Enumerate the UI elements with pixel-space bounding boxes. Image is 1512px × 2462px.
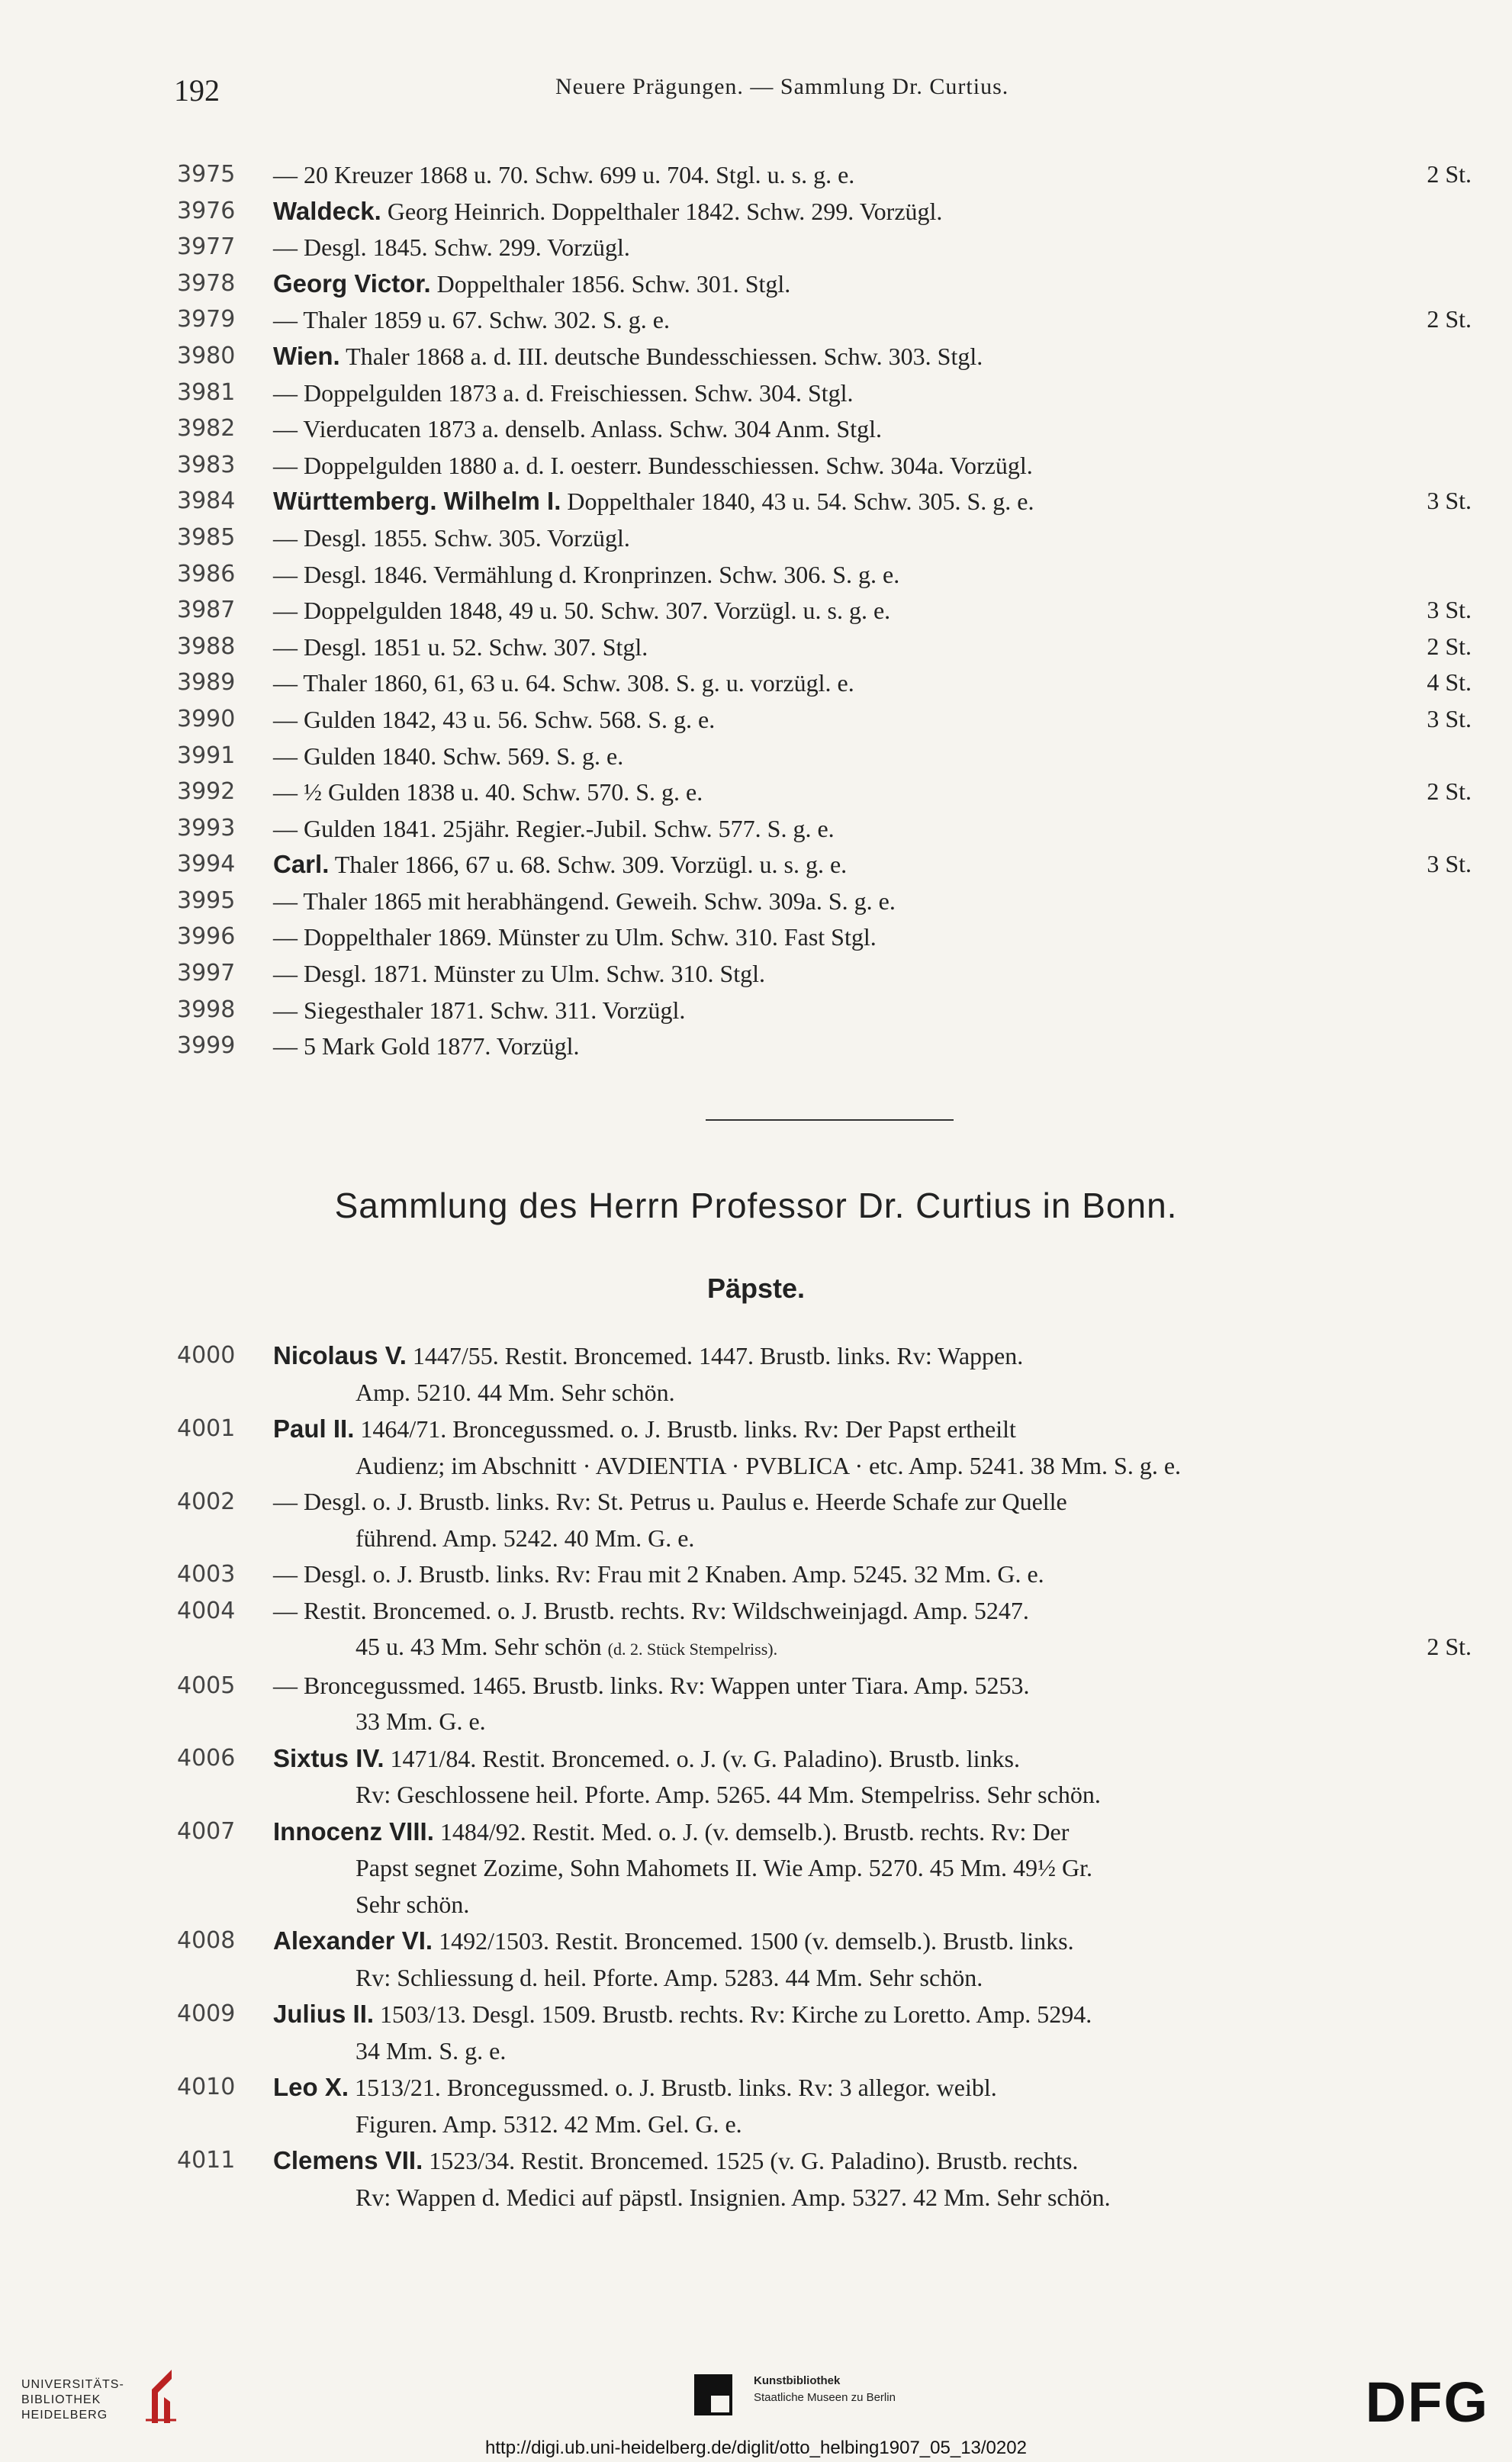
entry-line	[273, 1923, 1472, 1960]
entry-number: 4005	[177, 1672, 236, 1699]
catalog-entry	[0, 520, 1512, 556]
entry-number: 3990	[177, 705, 236, 732]
entry-text	[273, 955, 765, 993]
entry-description: — Desgl. 1851 u. 52. Schw. 307. Stgl.	[273, 632, 648, 661]
entry-description: — Desgl. 1871. Münster zu Ulm. Schw. 310. Stgl.	[273, 960, 766, 988]
entry-name: Julius II.	[273, 2000, 375, 2028]
section-divider	[706, 1119, 954, 1121]
entry-line	[273, 1960, 1472, 1997]
entry-name: Württemberg. Wilhelm I.	[273, 487, 561, 516]
entry-line	[273, 1593, 1472, 1630]
ub-heidelberg-label: UNIVERSITÄTS- BIBLIOTHEK HEIDELBERG	[21, 2378, 124, 2422]
entry-number: 3983	[177, 451, 236, 478]
subsection-title: Päpste.	[706, 1273, 806, 1304]
entry-text	[273, 266, 790, 303]
papal-entry	[0, 1556, 1512, 1593]
entry-description: 1471/84. Restit. Broncemed. o. J. (v. G. Paladino). Brustb. links.	[390, 1744, 1020, 1772]
catalog-entry	[0, 592, 1512, 629]
entry-description: — Doppelgulden 1873 a. d. Freischiessen. Schw. 304. Stgl.	[273, 378, 854, 407]
entry-number: 3981	[177, 378, 236, 406]
running-title: Neuere Prägungen. — Sammlung Dr. Curtius.	[555, 74, 1009, 99]
entry-description: — Thaler 1860, 61, 63 u. 64. Schw. 308. S. g. u. vorzügl. e.	[273, 669, 854, 697]
entry-description: Rv: Schliessung d. heil. Pforte. Amp. 5283. 44 Mm. Sehr schön.	[355, 1963, 983, 1991]
entry-text	[273, 810, 835, 848]
entry-description: 1503/13. Desgl. 1509. Brustb. rechts. Rv: Kirche zu Loretto. Amp. 5294.	[380, 2000, 1092, 2028]
entry-line	[273, 1887, 1472, 1923]
entry-number: 3975	[177, 161, 236, 188]
entry-description: — Doppelgulden 1880 a. d. I. oesterr. Bundesschiessen. Schw. 304a. Vorzügl.	[273, 451, 1033, 479]
entry-line	[273, 2069, 1472, 2106]
entry-text	[273, 301, 670, 339]
entry-description: Amp. 5210. 44 Mm. Sehr schön.	[355, 1378, 675, 1406]
entry-number: 4010	[177, 2074, 236, 2100]
entry-number: 4008	[177, 1927, 236, 1954]
entry-description: Doppelthaler 1840, 43 u. 54. Schw. 305. S. g. e.	[567, 488, 1034, 516]
entry-description: — Vierducaten 1873 a. denselb. Anlass. Schw. 304 Anm. Stgl.	[273, 415, 882, 443]
entry-number: 3978	[177, 269, 236, 297]
entry-line	[273, 1814, 1472, 1851]
papal-entry	[0, 1814, 1512, 1923]
entry-text	[273, 375, 854, 412]
entry-line	[273, 2142, 1472, 2180]
entry-line	[273, 1704, 1472, 1740]
section-title: Sammlung des Herrn Professor Dr. Curtius in Bonn.	[334, 1186, 1178, 1225]
entry-number: 3989	[177, 669, 236, 697]
entry-line	[273, 1448, 1472, 1485]
entry-number: 3992	[177, 778, 236, 806]
entry-name: Sixtus IV.	[273, 1743, 384, 1772]
entry-number: 4009	[177, 2000, 236, 2027]
entry-description: — Gulden 1840. Schw. 569. S. g. e.	[273, 742, 624, 770]
entry-count: 3 St.	[1427, 704, 1472, 732]
catalog-entry	[0, 301, 1512, 338]
entry-description: — Doppelgulden 1848, 49 u. 50. Schw. 307. Vorzügl. u. s. g. e.	[273, 597, 891, 625]
dfg-logo: DFG	[1365, 2370, 1489, 2434]
entry-line	[273, 1996, 1472, 2033]
entry-number: 4007	[177, 1817, 236, 1845]
catalog-entry	[0, 629, 1512, 665]
entry-number: 3982	[177, 415, 236, 443]
entry-description: Doppelthaler 1856. Schw. 301. Stgl.	[436, 269, 791, 298]
catalog-entry	[0, 955, 1512, 992]
entry-text	[273, 1028, 579, 1065]
entry-number: 4011	[177, 2147, 236, 2174]
catalog-entry	[0, 738, 1512, 774]
entry-number: 3977	[177, 233, 236, 261]
entry-text	[273, 992, 685, 1029]
entry-number: 3985	[177, 523, 236, 551]
entry-description: 1523/34. Restit. Broncemed. 1525 (v. G. Paladino). Brustb. rechts.	[429, 2147, 1079, 2174]
catalog-entry	[0, 156, 1512, 193]
entry-description: 1513/21. Broncegussmed. o. J. Brustb. links. Rv: 3 allegor. weibl.	[355, 2074, 997, 2101]
catalog-entry	[0, 665, 1512, 701]
catalog-entry	[0, 338, 1512, 375]
entry-description: Thaler 1868 a. d. III. deutsche Bundesschiessen. Schw. 303. Stgl.	[346, 342, 983, 370]
catalog-entry	[0, 810, 1512, 847]
entry-name: Carl.	[273, 850, 330, 879]
entry-number: 4001	[177, 1415, 236, 1442]
entry-count: 2 St.	[1427, 777, 1472, 806]
entry-description: Georg Heinrich. Doppelthaler 1842. Schw. 299. Vorzügl.	[387, 197, 943, 225]
papal-entry	[0, 1593, 1512, 1668]
entry-line	[273, 2033, 1472, 2070]
entry-number: 4006	[177, 1744, 236, 1772]
catalog-entry	[0, 774, 1512, 810]
kunstbibliothek-logo-icon	[694, 2374, 732, 2415]
entry-name: Leo X.	[273, 2073, 349, 2101]
entry-description: — Desgl. o. J. Brustb. links. Rv: St. Petrus u. Paulus e. Heerde Schafe zur Quelle	[273, 1488, 1067, 1515]
entry-description: — Desgl. 1846. Vermählung d. Kronprinzen. Schw. 306. S. g. e.	[273, 560, 900, 588]
papal-entry	[0, 2142, 1512, 2216]
entry-count: 2 St.	[1427, 1633, 1472, 1660]
entry-line	[273, 1850, 1472, 1887]
catalog-entry	[0, 919, 1512, 955]
entry-description: — Thaler 1865 mit herabhängend. Geweih. Schw. 309a. S. g. e.	[273, 887, 896, 915]
entry-description: — Restit. Broncemed. o. J. Brustb. rechts. Rv: Wildschweinjagd. Amp. 5247.	[273, 1596, 1029, 1624]
entry-number: 4002	[177, 1488, 236, 1515]
entry-note: (d. 2. Stück Stempelriss).	[607, 1640, 778, 1659]
entry-number: 3976	[177, 197, 236, 224]
entry-name: Waldeck.	[273, 196, 381, 225]
catalog-entry	[0, 992, 1512, 1028]
footer	[0, 2351, 1512, 2462]
entry-description: — Gulden 1842, 43 u. 56. Schw. 568. S. g. e.	[273, 705, 716, 733]
entry-description: 45 u. 43 Mm. Sehr schön	[355, 1633, 602, 1660]
entry-text	[273, 556, 899, 594]
papal-entry	[0, 1411, 1512, 1484]
entry-name: Alexander VI.	[273, 1926, 433, 1955]
entry-description: 34 Mm. S. g. e.	[355, 2036, 507, 2065]
entry-text	[273, 483, 1034, 520]
entry-count: 3 St.	[1427, 487, 1472, 515]
entry-text	[273, 410, 882, 448]
catalog-entries-list	[0, 156, 1512, 1064]
entry-line	[273, 1740, 1472, 1778]
entry-text	[273, 338, 983, 375]
entry-description: Audienz; im Abschnitt · AVDIENTIA · PVBLICA · etc. Amp. 5241. 38 Mm. S. g. e.	[355, 1451, 1182, 1479]
entry-text	[273, 919, 877, 956]
entry-description: 33 Mm. G. e.	[355, 1707, 486, 1735]
entry-description: — Thaler 1859 u. 67. Schw. 302. S. g. e.	[273, 306, 670, 334]
page-number: 192	[174, 73, 220, 108]
entry-description: — Siegesthaler 1871. Schw. 311. Vorzügl.	[273, 996, 686, 1024]
catalog-entry	[0, 1028, 1512, 1064]
entry-line	[273, 1668, 1472, 1704]
entry-number: 3999	[177, 1032, 236, 1060]
entry-description: — Broncegussmed. 1465. Brustb. links. Rv: Wappen unter Tiara. Amp. 5253.	[273, 1671, 1030, 1699]
entry-description: — ½ Gulden 1838 u. 40. Schw. 570. S. g. e.	[273, 778, 703, 806]
entry-number: 3996	[177, 923, 236, 951]
entry-text	[273, 447, 1033, 484]
kunstbibliothek-label: Kunstbibliothek Staatliche Museen zu Berlin	[754, 2374, 896, 2404]
entry-line	[273, 1337, 1472, 1375]
catalog-entry	[0, 846, 1512, 883]
papal-entry	[0, 1740, 1512, 1814]
ub-heidelberg-logo-icon	[141, 2367, 181, 2426]
entry-text	[273, 592, 890, 629]
papal-entry	[0, 1668, 1512, 1740]
catalog-entry	[0, 883, 1512, 919]
entry-count: 2 St.	[1427, 160, 1472, 188]
entry-description: Papst segnet Zozime, Sohn Mahomets II. Wie Amp. 5270. 45 Mm. 49½ Gr.	[355, 1854, 1093, 1881]
entry-number: 3998	[177, 996, 236, 1023]
entry-text	[273, 665, 854, 702]
entry-name: Nicolaus V.	[273, 1341, 407, 1369]
entry-text	[273, 883, 896, 920]
entry-description: — Desgl. 1845. Schw. 299. Vorzügl.	[273, 233, 630, 262]
entry-text	[273, 701, 715, 739]
entry-line	[273, 1777, 1472, 1814]
entry-count: 2 St.	[1427, 305, 1472, 333]
entry-description: führend. Amp. 5242. 40 Mm. G. e.	[355, 1524, 695, 1552]
entry-name: Paul II.	[273, 1414, 355, 1443]
papal-entry	[0, 1337, 1512, 1411]
entry-number: 3980	[177, 342, 236, 369]
entry-name: Clemens VII.	[273, 2146, 423, 2174]
entry-description: Sehr schön.	[355, 1890, 470, 1918]
entry-number: 4004	[177, 1597, 236, 1624]
entry-description: 1447/55. Restit. Broncemed. 1447. Brustb. links. Rv: Wappen.	[412, 1342, 1024, 1369]
page-header	[174, 72, 1471, 118]
entry-description: — Doppelthaler 1869. Münster zu Ulm. Schw. 310. Fast Stgl.	[273, 923, 877, 951]
entry-description: Rv: Geschlossene heil. Pforte. Amp. 5265. 44 Mm. Stempelriss. Sehr schön.	[355, 1781, 1101, 1808]
entry-count: 2 St.	[1427, 632, 1472, 660]
catalog-entry	[0, 701, 1512, 738]
entry-description: — 20 Kreuzer 1868 u. 70. Schw. 699 u. 704. Stgl. u. s. g. e.	[273, 161, 855, 188]
entry-line	[273, 1375, 1472, 1411]
entry-number: 3993	[177, 814, 236, 842]
entry-text	[273, 774, 703, 811]
entry-text	[273, 156, 854, 194]
entry-count: 4 St.	[1427, 668, 1472, 697]
entry-description: 1492/1503. Restit. Broncemed. 1500 (v. demselb.). Brustb. links.	[439, 1927, 1074, 1955]
entry-description: — Gulden 1841. 25jähr. Regier.-Jubil. Schw. 577. S. g. e.	[273, 814, 835, 842]
papal-entry	[0, 1484, 1512, 1556]
entry-text	[273, 738, 623, 775]
entry-number: 3987	[177, 597, 236, 624]
catalog-entry	[0, 266, 1512, 302]
entry-number: 3984	[177, 488, 236, 515]
entry-description: Thaler 1866, 67 u. 68. Schw. 309. Vorzügl. u. s. g. e.	[334, 851, 848, 879]
entry-line	[273, 1521, 1472, 1557]
entry-number: 4000	[177, 1342, 236, 1369]
entry-text	[273, 193, 942, 230]
papal-entry	[0, 1996, 1512, 2069]
entry-description: 1484/92. Restit. Med. o. J. (v. demselb.). Brustb. rechts. Rv: Der	[439, 1817, 1070, 1846]
entry-count: 3 St.	[1427, 850, 1472, 878]
entry-text	[273, 520, 630, 557]
entry-text	[273, 846, 847, 883]
entry-name: Wien.	[273, 341, 340, 370]
entry-count: 3 St.	[1427, 596, 1472, 624]
papal-entry	[0, 1923, 1512, 1996]
entry-line	[273, 2180, 1472, 2216]
entry-number: 3988	[177, 632, 236, 660]
entry-line	[273, 1629, 1472, 1668]
entry-description: Figuren. Amp. 5312. 42 Mm. Gel. G. e.	[355, 2110, 742, 2138]
entry-text	[273, 229, 630, 266]
entry-line	[273, 1484, 1472, 1521]
catalog-entry	[0, 410, 1512, 447]
entry-line	[273, 1556, 1472, 1593]
papal-entries-list	[0, 1337, 1512, 2216]
entry-number: 3994	[177, 851, 236, 878]
entry-line	[273, 2106, 1472, 2143]
entry-name: Georg Victor.	[273, 269, 431, 298]
entry-description: Rv: Wappen d. Medici auf päpstl. Insignien. Amp. 5327. 42 Mm. Sehr schön.	[355, 2183, 1111, 2211]
entry-number: 3995	[177, 887, 236, 914]
entry-number: 3991	[177, 742, 236, 769]
entry-line	[273, 1411, 1472, 1448]
entry-number: 3986	[177, 560, 236, 587]
entry-description: — Desgl. 1855. Schw. 305. Vorzügl.	[273, 523, 630, 552]
catalog-entry	[0, 483, 1512, 520]
entry-number: 4003	[177, 1561, 236, 1588]
entry-text	[273, 629, 648, 666]
catalog-entry	[0, 447, 1512, 484]
entry-name: Innocenz VIII.	[273, 1817, 434, 1846]
source-url-link[interactable]: http://digi.ub.uni-heidelberg.de/diglit/otto_helbing1907_05_13/0202	[485, 2438, 1027, 2458]
entry-description: 1464/71. Broncegussmed. o. J. Brustb. links. Rv: Der Papst ertheilt	[360, 1415, 1016, 1443]
papal-entry	[0, 2069, 1512, 2142]
catalog-entry	[0, 556, 1512, 593]
catalog-entry	[0, 229, 1512, 266]
catalog-entry	[0, 375, 1512, 411]
entry-number: 3997	[177, 960, 236, 987]
entry-description: — 5 Mark Gold 1877. Vorzügl.	[273, 1032, 580, 1060]
entry-description: — Desgl. o. J. Brustb. links. Rv: Frau mit 2 Knaben. Amp. 5245. 32 Mm. G. e.	[273, 1560, 1044, 1588]
catalog-entry	[0, 193, 1512, 230]
entry-number: 3979	[177, 306, 236, 333]
